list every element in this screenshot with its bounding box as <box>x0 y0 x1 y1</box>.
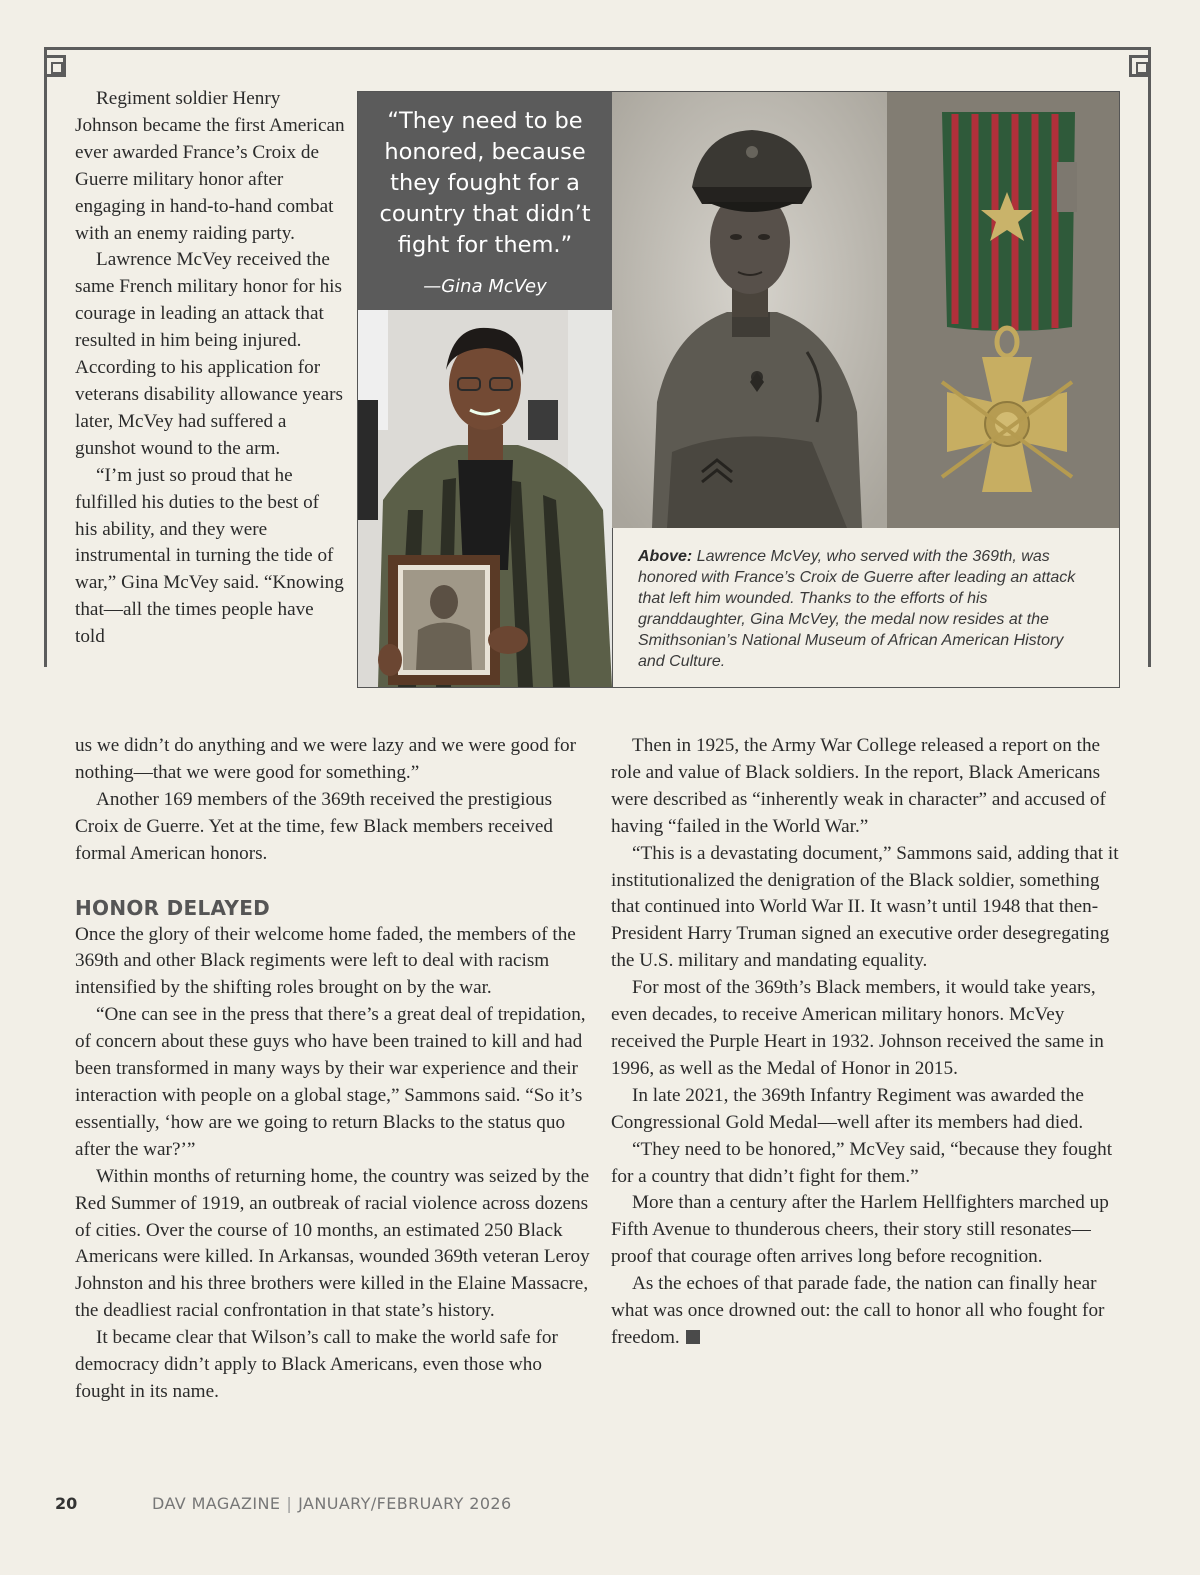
pull-quote-line: fight for them.” <box>397 232 573 258</box>
article-column-right <box>611 733 1126 1352</box>
magazine-name: DAV MAGAZINE <box>152 1494 281 1513</box>
paragraph: Another 169 members of the 369th received the prestigious Croix de Guerre. Yet at the time, few Black members received formal American honors. <box>75 788 553 864</box>
paragraph: Regiment soldier Henry Johnson became the first American ever awarded France’s Croix de Guerre military honor after engaging in hand-to-hand combat with an enemy raiding party. <box>75 88 345 244</box>
pull-quote-line: honored, because <box>384 139 586 165</box>
page-number: 20 <box>55 1494 78 1513</box>
paragraph-final-text: As the echoes of that parade fade, the nation can finally hear what was once drowned out: the call to honor all who fought for freedom. <box>611 1273 1105 1348</box>
issue-date: JANUARY/FEBRUARY 2026 <box>298 1494 512 1513</box>
frame-right-border <box>1148 47 1151 667</box>
frame-corner-ornament-left <box>44 55 66 77</box>
frame-corner-ornament-right <box>1129 55 1151 77</box>
paragraph: Lawrence McVey received the same French military honor for his courage in leading an attack that resulted in him being injured. According to his application for veterans disability allowance years later, McVey had suffered a gunshot wound to the arm. <box>75 249 343 459</box>
photo-gina-mcvey <box>358 310 612 687</box>
paragraph: For most of the 369th’s Black members, it would take years, even decades, to receive American military honors. McVey received the Purple Heart in 1932. Johnson received the same in 1996, as well as the Medal of Honor in 2015. <box>611 977 1104 1079</box>
pull-quote-line: “They need to be <box>387 108 583 134</box>
article-column-left <box>75 733 590 1406</box>
paragraph: us we didn’t do anything and we were lazy and we were good for nothing—that we were good for something.” <box>75 735 577 783</box>
caption-text: Lawrence McVey, who served with the 369th, was honored with France’s Croix de Guerre after leading an attack that left him wounded. Thanks to the efforts of his granddaughter, Gina McVey, the medal now resides at the Smithsonian’s National Museum of African American History and Culture. <box>638 548 1076 670</box>
pull-quote-line: they fought for a <box>390 170 580 196</box>
photo-feature-block <box>357 91 1120 688</box>
caption-lead: Above: <box>638 548 693 565</box>
pull-quote-attribution: —Gina McVey <box>423 276 547 297</box>
paragraph-final <box>611 1271 1126 1352</box>
section-subhead: HONOR DELAYED <box>75 895 271 920</box>
paragraph: More than a century after the Harlem Hellfighters marched up Fifth Avenue to thunderous cheers, their story still resonates—proof that courage often arrives long before recognition. <box>611 1192 1109 1268</box>
photo-croix-de-guerre-medal <box>887 92 1119 528</box>
photo-lawrence-mcvey-portrait <box>612 92 887 528</box>
frame-top-border <box>47 47 1151 50</box>
paragraph: Then in 1925, the Army War College released a report on the role and value of Black soldiers. In the report, Black Americans were described as “inherently weak in character” and accused of having “failed in the World War.” <box>611 735 1106 837</box>
paragraph: “I’m just so proud that he fulfilled his duties to the best of his ability, and they were instrumental in turning the tide of war,” Gina McVey said. “Knowing that—all the times people have told <box>75 464 344 648</box>
article-column-top-left <box>75 86 345 651</box>
paragraph: “One can see in the press that there’s a great deal of trepidation, of concern about these guys who have been trained to kill and had been transformed in many ways by their war experience and their interaction with people on a global stage,” Sammons said. “So it’s essentially, ‘how are we going to return Blacks to the status quo after the war?’” <box>75 1004 586 1160</box>
paragraph: “They need to be honored,” McVey said, “because they fought for a country that didn’t fight for them.” <box>611 1138 1113 1187</box>
paragraph: In late 2021, the 369th Infantry Regiment was awarded the Congressional Gold Medal—well after its members had died. <box>611 1084 1084 1133</box>
paragraph: Once the glory of their welcome home faded, the members of the 369th and other Black regiments were left to deal with racism intensified by the shifting roles brought on by the war. <box>75 923 576 999</box>
end-of-article-square-icon <box>686 1330 700 1344</box>
paragraph: It became clear that Wilson’s call to make the world safe for democracy didn’t apply to Black Americans, even those who fought in its name. <box>75 1327 558 1402</box>
paragraph: “This is a devastating document,” Sammons said, adding that it institutionalized the denigration of the Black soldier, something that continued into World War II. It wasn’t until 1948 that then-President Harry Truman signed an executive order desegregating the U.S. military and mandating equality. <box>611 842 1119 972</box>
folio-separator: | <box>286 1494 293 1513</box>
paragraph: Within months of returning home, the country was seized by the Red Summer of 1919, an outbreak of racial violence across dozens of cities. Over the course of 10 months, an estimated 250 Black Americans were killed. In Arkansas, wounded 369th veteran Leroy Johnston and his three brothers were killed in the Elaine Massacre, the deadliest racial confrontation in that state’s history. <box>75 1165 590 1322</box>
photo-caption <box>612 528 1119 687</box>
pull-quote-line: country that didn’t <box>379 201 591 227</box>
frame-left-border <box>44 47 47 667</box>
magazine-folio <box>152 1494 512 1513</box>
pull-quote <box>358 92 612 310</box>
